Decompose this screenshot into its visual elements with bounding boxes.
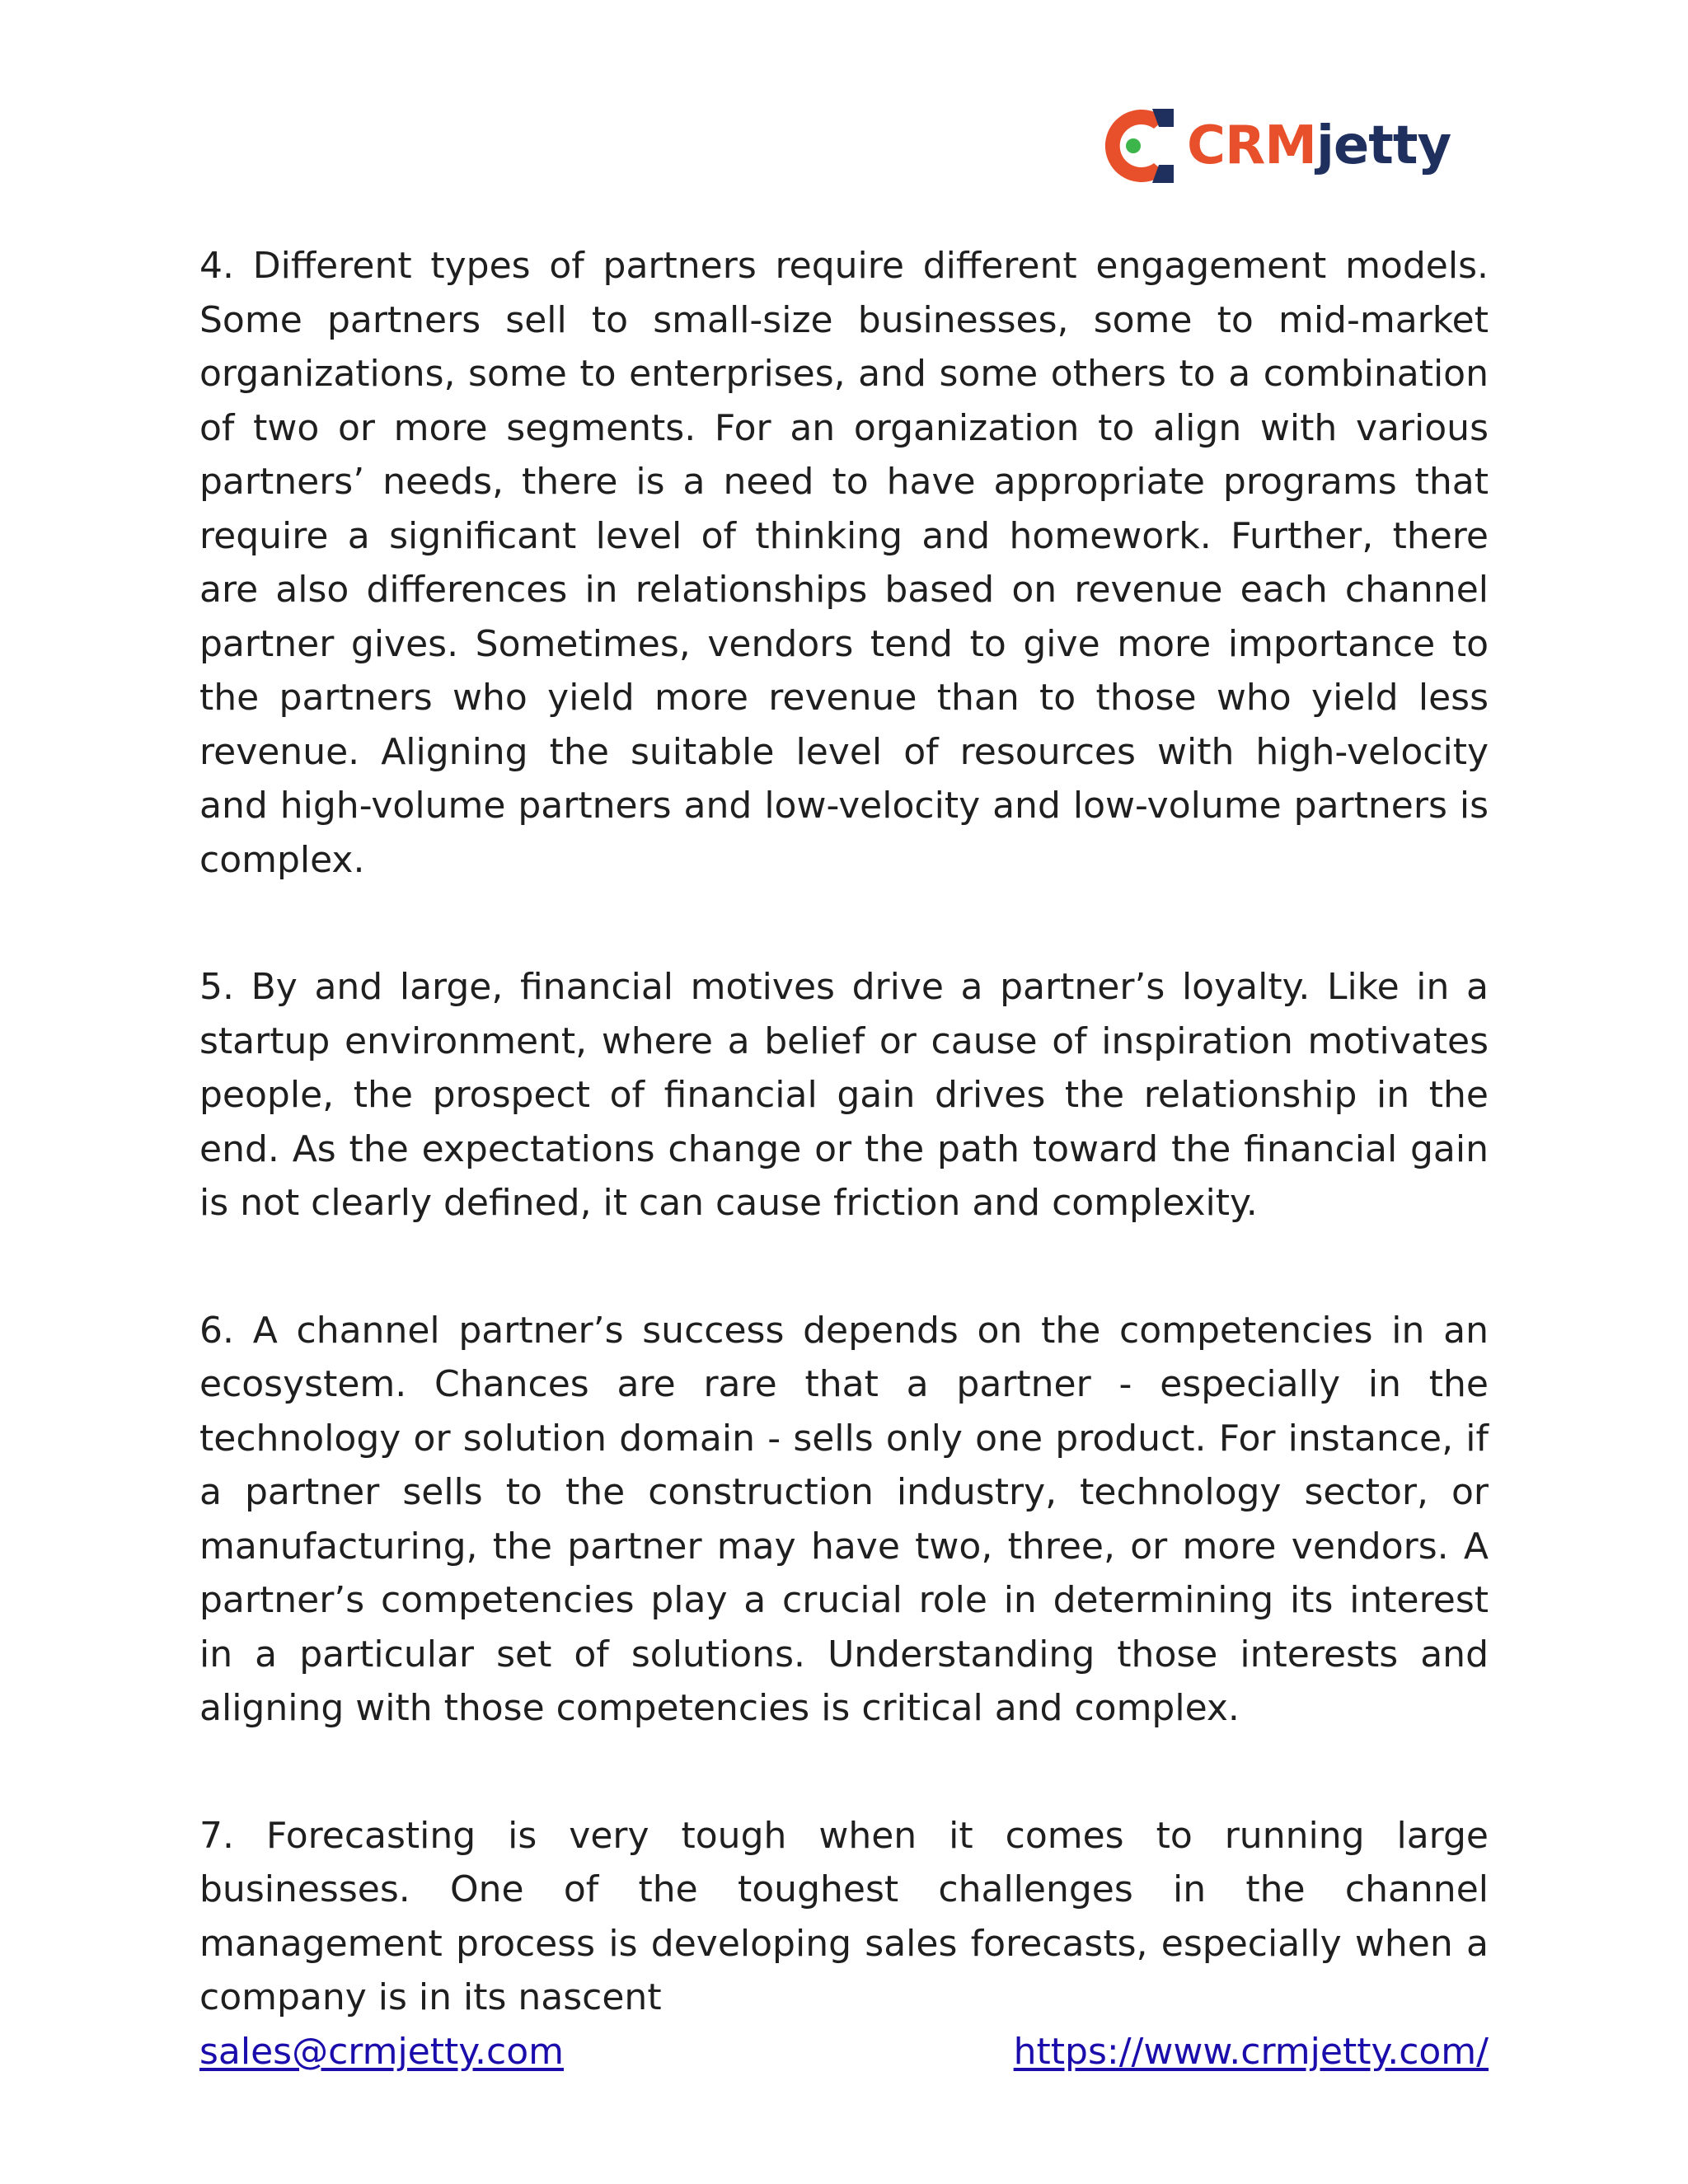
paragraph-5: 5. By and large, financial motives drive a partner’s loyalty. Like in a startup environment, where a belief or cause of inspiration motivates people, the prospect of financial gain drives the relationship in the end. As the expectations change or the path toward the financial gain is not clearly defined, it can cause friction and complexity.	[199, 966, 1489, 1224]
crmjetty-logo	[1095, 101, 1451, 191]
logo-text-crm: CRM	[1187, 115, 1316, 176]
footer-email-link[interactable]: sales@crmjetty.com	[199, 2031, 564, 2073]
footer-website-link[interactable]: https://www.crmjetty.com/	[1013, 2031, 1489, 2073]
document-body	[199, 239, 1489, 2025]
logo-wordmark	[1187, 115, 1451, 176]
crmjetty-logo-icon	[1095, 101, 1175, 191]
paragraph-4: 4. Different types of partners require different engagement models. Some partners sell to small-size businesses, some to mid-market organizations, some to enterprises, and some others to a combination of two or more segments. For an organization to align with various partners’ needs, there is a need to have appropriate programs that require a significant level of thinking and homework. Further, there are also differences in relationships based on revenue each channel partner gives. Sometimes, vendors tend to give more importance to the partners who yield more revenue than to those who yield less revenue. Aligning the suitable level of resources with high-velocity and high-volume partners and low-velocity and low-volume partners is complex.	[199, 245, 1489, 881]
logo-text-jetty: jetty	[1315, 115, 1451, 176]
paragraph-6: 6. A channel partner’s success depends on the competencies in an ecosystem. Chances are rare that a partner - especially in the technology or solution domain - sells only one product. For instance, if a partner sells to the construction industry, technology sector, or manufacturing, the partner may have two, three, or more vendors. A partner’s competencies play a crucial role in determining its interest in a particular set of solutions. Understanding those interests and aligning with those competencies is critical and complex.	[199, 1309, 1489, 1729]
paragraph-7: 7. Forecasting is very tough when it comes to running large businesses. One of the toughest challenges in the channel management process is developing sales forecasts, especially when a company is in its nascent	[199, 1814, 1489, 2018]
